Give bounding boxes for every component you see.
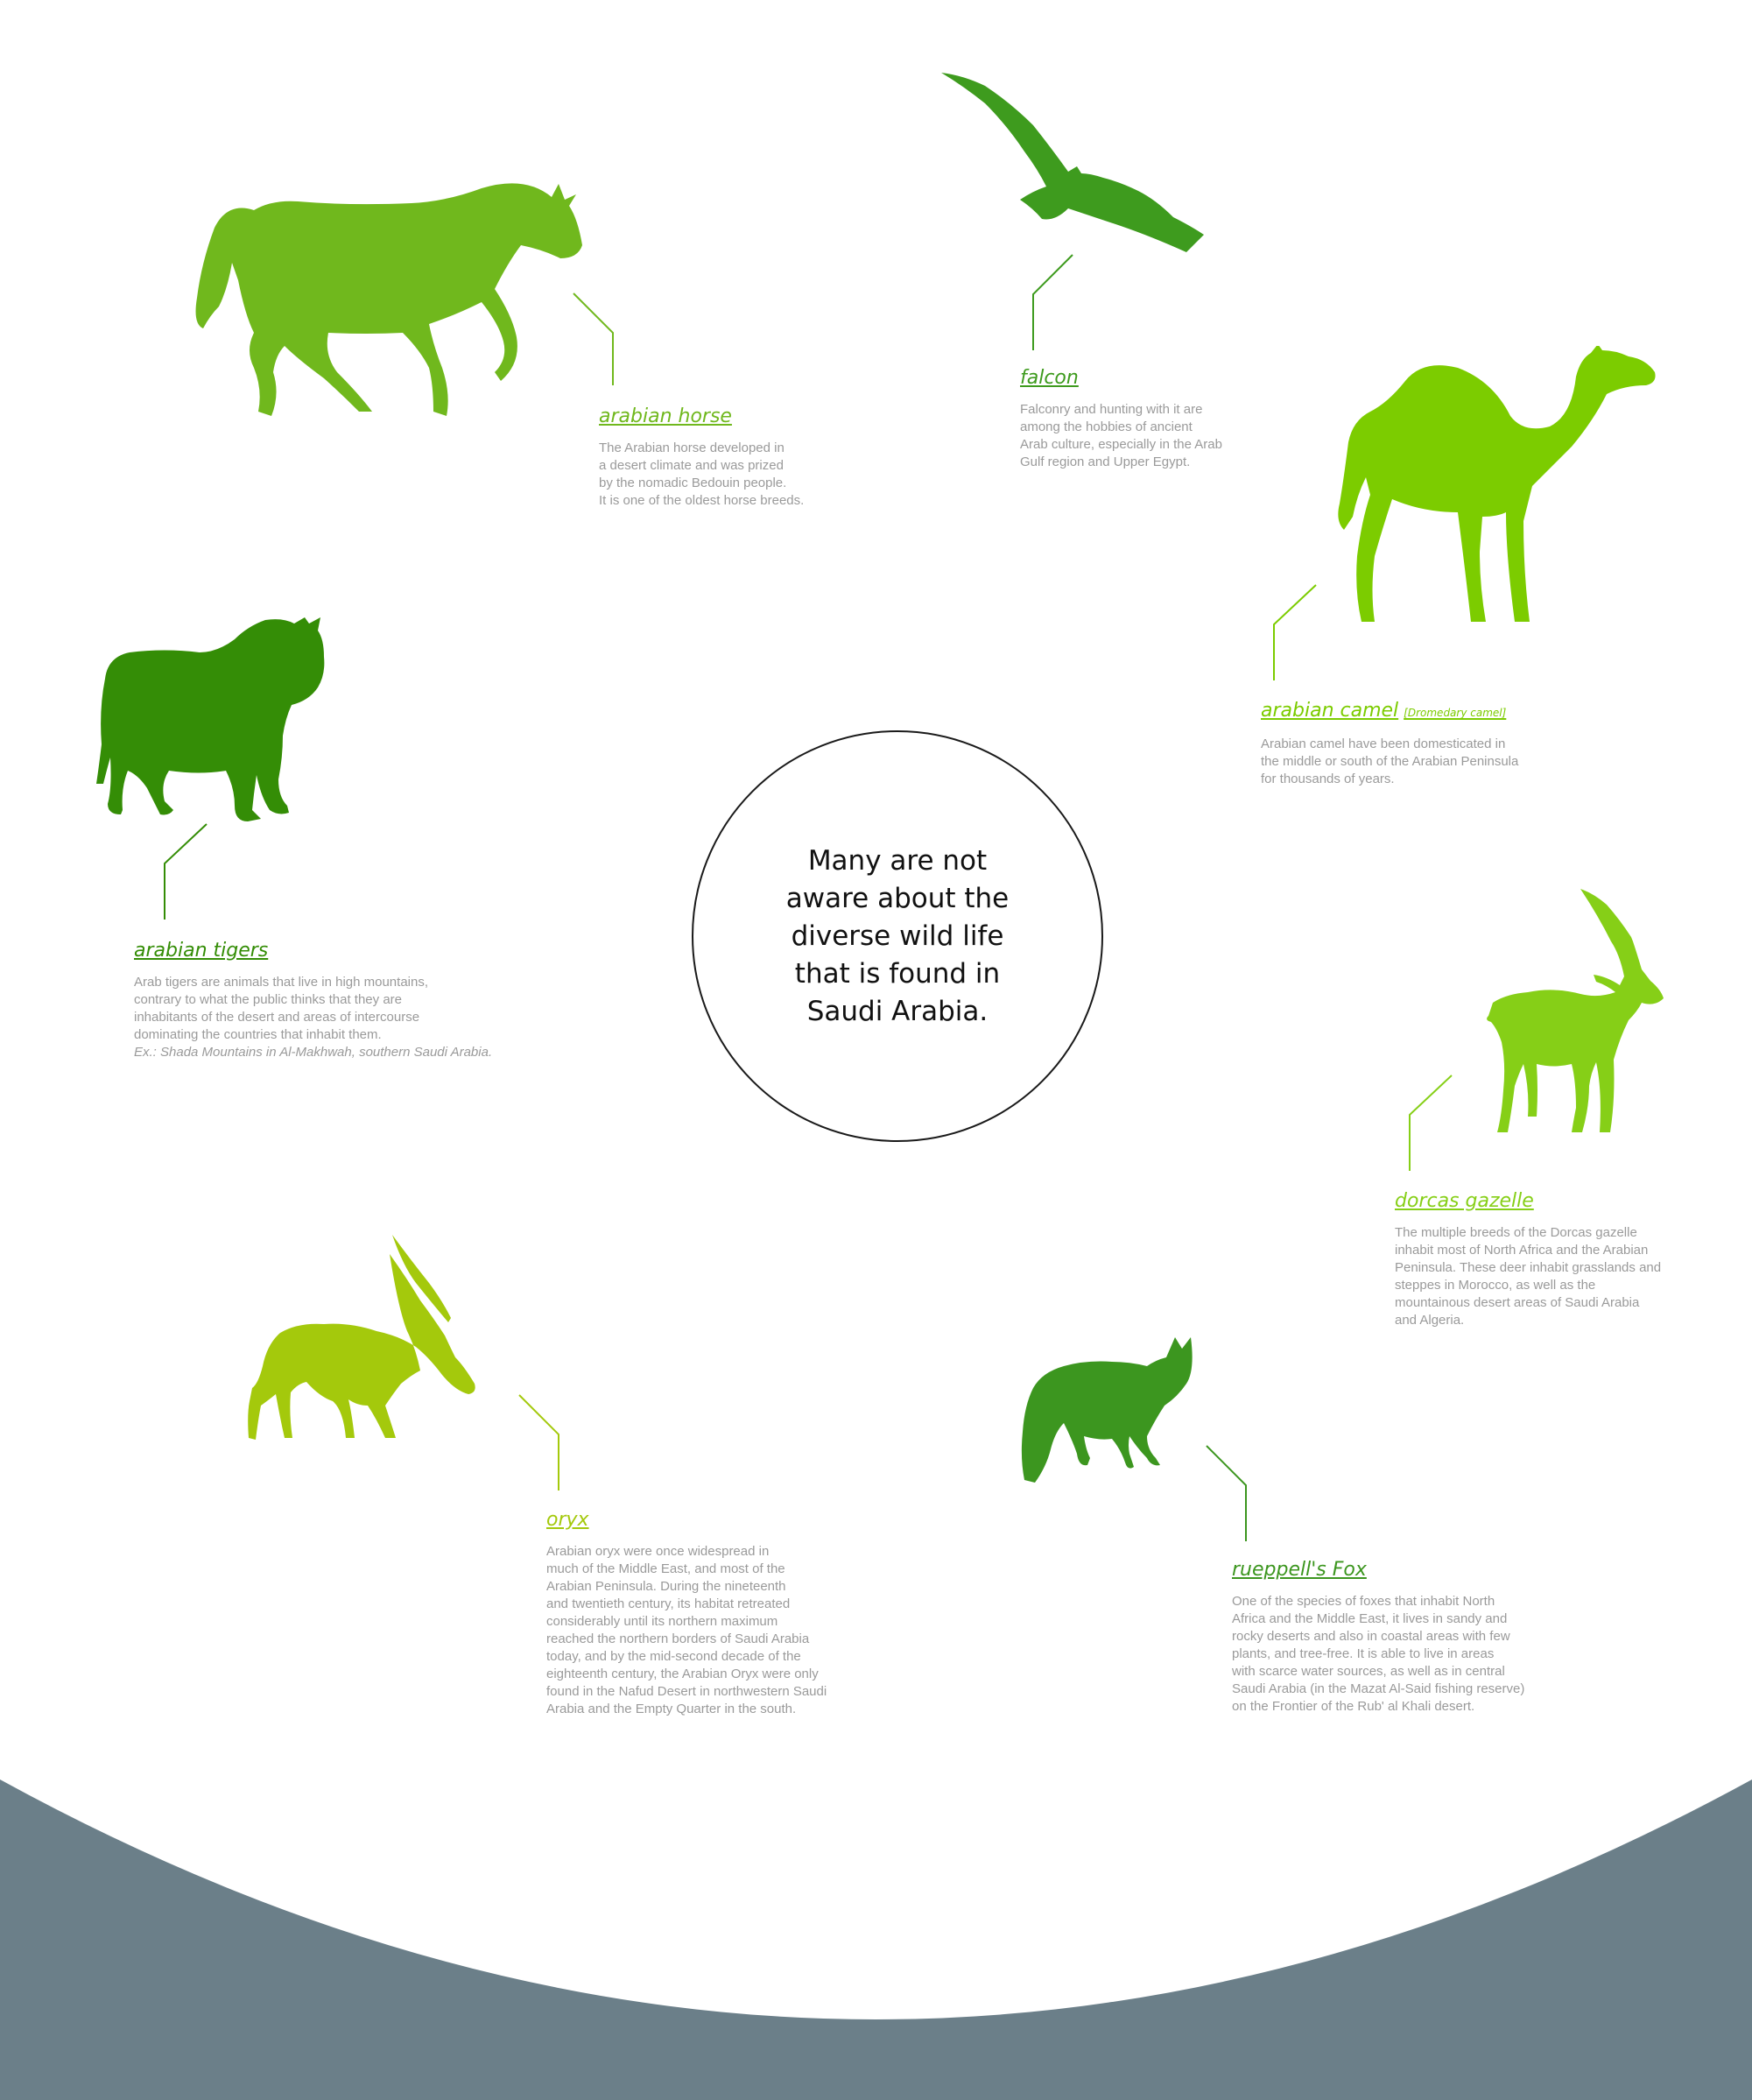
horse-silhouette-icon (193, 149, 587, 420)
fox-silhouette-icon (1016, 1335, 1195, 1484)
camel-shape (1338, 346, 1655, 622)
gazelle-shape (1487, 889, 1664, 1132)
camel-info (1261, 699, 1518, 788)
tiger-info (134, 939, 492, 1061)
tiger-name[interactable]: arabian tigers (134, 940, 269, 962)
horse-description: The Arabian horse developed in a desert climate and was prized by the nomadic Bedouin people. It is one of the oldest horse breeds. (599, 440, 805, 508)
tiger-example: Ex.: Shada Mountains in Al-Makhwah, southern Saudi Arabia. (134, 1045, 493, 1060)
gazelle-name[interactable]: dorcas gazelle (1395, 1190, 1534, 1212)
tiger-description: Arab tigers are animals that live in high mountains, contrary to what the public thinks that they are inhabitants of the desert and areas of intercourse dominating the countries that inhabit them. (134, 975, 429, 1042)
oryx-name[interactable]: oryx (546, 1509, 589, 1531)
gazelle-leader-line (1405, 1073, 1458, 1173)
horse-name[interactable]: arabian horse (599, 405, 732, 427)
camel-description: Arabian camel have been domesticated in the middle or south of the Arabian Peninsula for thousands of years. (1261, 736, 1519, 786)
tiger-leader-line (160, 821, 213, 922)
falcon-leader-line (1024, 252, 1077, 353)
tiger-silhouette-icon (95, 613, 327, 828)
camel-leader-line (1270, 582, 1322, 683)
oryx-leader-line (517, 1392, 569, 1493)
camel-silhouette-icon (1335, 346, 1659, 626)
tiger-shape (96, 617, 324, 821)
horse-info (599, 405, 804, 510)
falcon-silhouette-icon (937, 68, 1208, 261)
fox-info (1232, 1558, 1524, 1716)
falcon-description: Falconry and hunting with it are among the hobbies of ancient Arab culture, especially in the Arab Gulf region and Upper Egypt. (1020, 402, 1222, 469)
oryx-description: Arabian oryx were once widespread in much of the Middle East, and most of the Arabian Peninsula. During the nineteenth and twentieth century, its habitat retreated considerably until its northern maximum reached the northern borders of Saudi Arabia today, and by the mid-second decade of the eighteenth century, the Arabian Oryx were only found in the Nafud Desert in northwestern Saudi Arabia and the Empty Quarter in the south. (546, 1544, 827, 1716)
oryx-silhouette-icon (245, 1235, 482, 1445)
gazelle-silhouette-icon (1467, 889, 1668, 1134)
fox-shape (1022, 1337, 1193, 1483)
gazelle-description: The multiple breeds of the Dorcas gazelle inhabit most of North Africa and the Arabian Peninsula. These deer inhabit grasslands and steppes in Morocco, as well as the mountainous desert areas of Saudi Arabia and Algeria. (1395, 1225, 1662, 1328)
oryx-shape (248, 1235, 475, 1440)
camel-subname: [Dromedary camel] (1404, 707, 1507, 719)
fox-leader-line (1204, 1443, 1256, 1544)
falcon-shape (941, 73, 1204, 252)
fox-name[interactable]: rueppell's Fox (1232, 1559, 1367, 1581)
center-message: Many are not aware about the diverse wild life that is found in Saudi Arabia. (785, 844, 1010, 1027)
falcon-name[interactable]: falcon (1020, 367, 1079, 389)
camel-name[interactable] (1261, 699, 1518, 725)
falcon-info (1020, 366, 1222, 471)
horse-shape (196, 183, 582, 416)
fox-description: One of the species of foxes that inhabit North Africa and the Middle East, it lives in sandy and rocky deserts and also in coastal areas with few plants, and tree-free. It is able to live in areas with scarce water sources, as well as in central Saudi Arabia (in the Mazat Al-Said fishing reserve) on the Frontier of the Rub' al Khali desert. (1232, 1594, 1525, 1714)
oryx-info (546, 1508, 827, 1718)
center-circle (692, 730, 1103, 1142)
gazelle-info (1395, 1189, 1661, 1329)
camel-name-text: arabian camel (1261, 700, 1399, 722)
bottom-arc-shape (0, 1779, 1752, 2100)
bottom-arc-decoration (0, 1769, 1752, 2100)
